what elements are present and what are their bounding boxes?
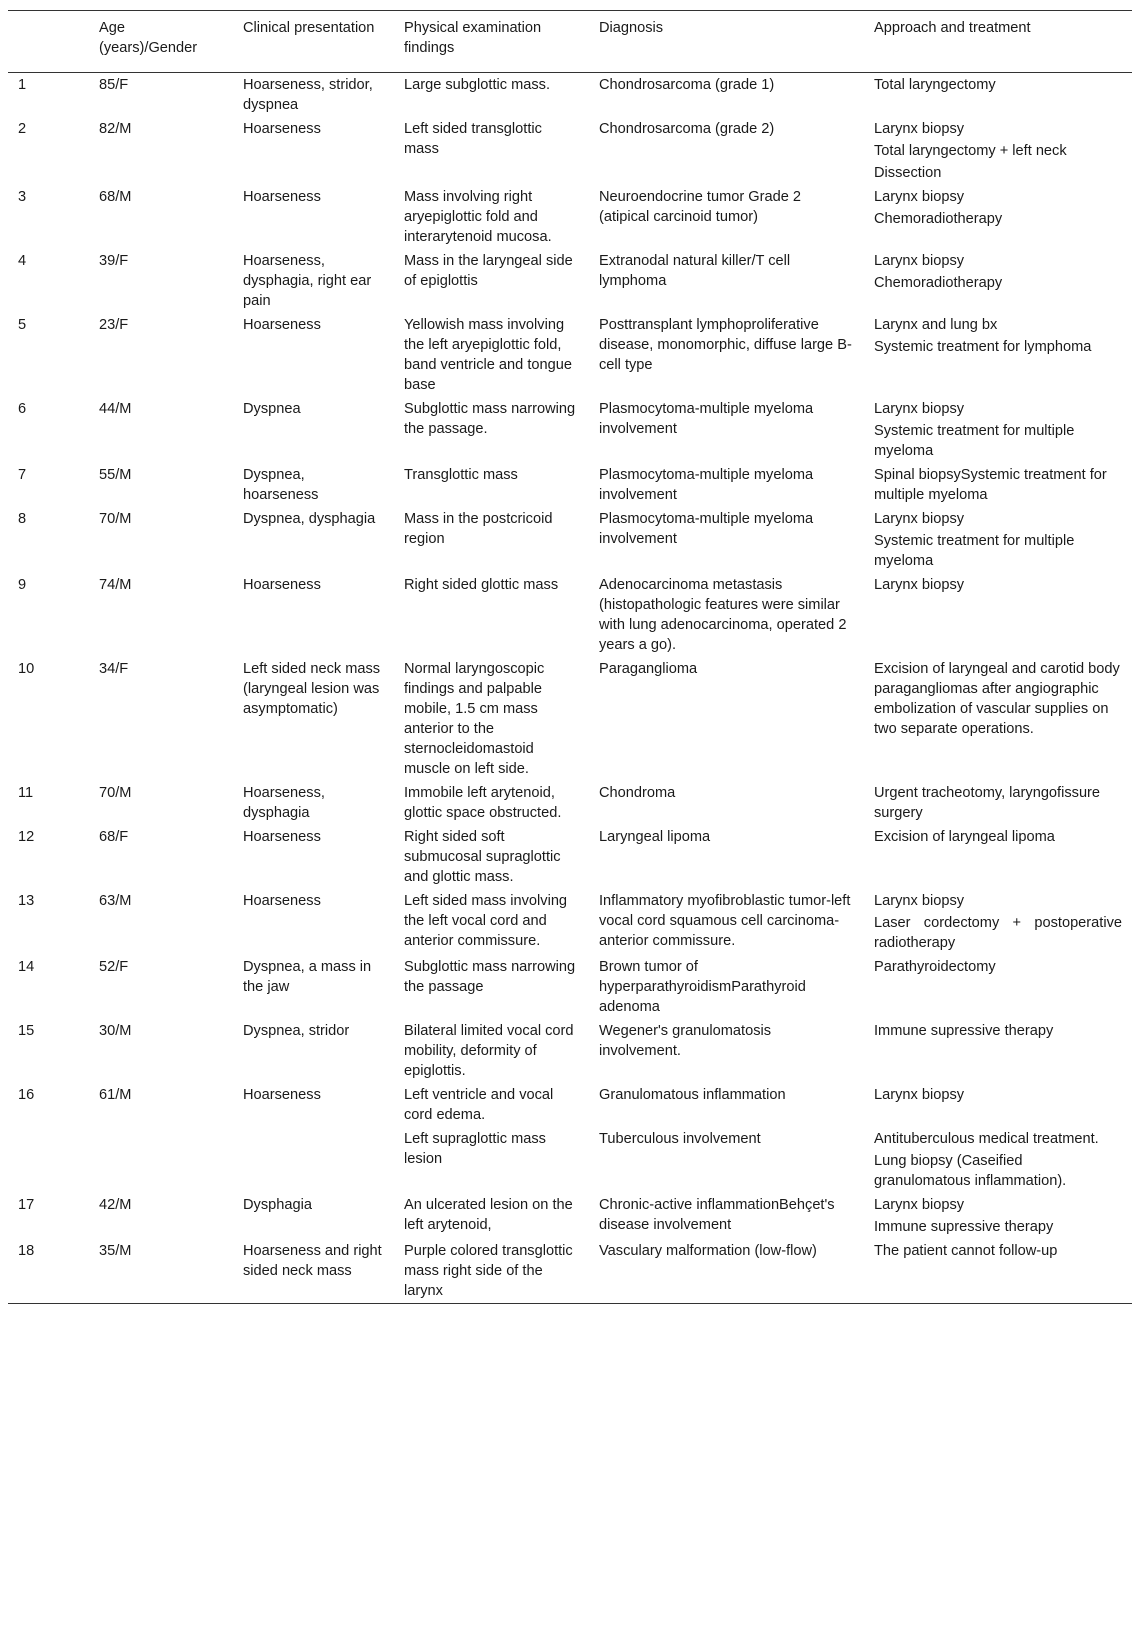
- cell-clinical-presentation: Hoarseness: [243, 829, 321, 845]
- cell-diagnosis: Plasmocytoma-multiple myeloma involvement: [599, 401, 814, 437]
- cell-case-number: 15: [18, 1023, 35, 1039]
- treatment-line: Systemic treatment for multiple myeloma: [874, 533, 1075, 569]
- cell-physical-findings: Left ventricle and vocal cord edema.: [404, 1087, 554, 1123]
- table-header: [8, 11, 1132, 73]
- table-row: [8, 955, 1132, 1019]
- cell-diagnosis: Paraganglioma: [599, 661, 698, 677]
- treatment-line: Immune supressive therapy: [874, 1023, 1054, 1039]
- treatment-line: Total laryngectomy: [874, 77, 996, 93]
- cell-physical-findings: Left supraglottic mass lesion: [404, 1131, 546, 1167]
- table-row: [8, 1127, 1132, 1193]
- cell-physical-findings: Normal laryngoscopic findings and palpable mobile, 1.5 cm mass anterior to the sternocleidomastoid muscle on left side.: [404, 661, 545, 777]
- table-row: [8, 73, 1132, 118]
- cell-physical-findings: Right sided glottic mass: [404, 577, 559, 593]
- header-physical-findings: Physical examination findings: [404, 20, 542, 56]
- table-row: [8, 657, 1132, 781]
- table-row: [8, 1019, 1132, 1083]
- cell-case-number: 2: [18, 121, 27, 137]
- cell-treatment: [864, 825, 1132, 889]
- cell-case-number: 1: [18, 77, 27, 93]
- cell-physical-findings: Subglottic mass narrowing the passage: [404, 959, 576, 995]
- cell-age-gender: 23/F: [99, 317, 129, 333]
- treatment-line: Spinal biopsySystemic treatment for multiple myeloma: [874, 467, 1107, 503]
- cell-case-number: 11: [18, 785, 34, 801]
- cell-case-number: 9: [18, 577, 27, 593]
- cell-diagnosis: Neuroendocrine tumor Grade 2 (atipical carcinoid tumor): [599, 189, 801, 225]
- cell-clinical-presentation: Hoarseness, dysphagia, right ear pain: [243, 253, 372, 309]
- cell-clinical-presentation: Dysphagia: [243, 1197, 312, 1213]
- cell-treatment: [864, 889, 1132, 955]
- cell-physical-findings: Bilateral limited vocal cord mobility, deformity of epiglottis.: [404, 1023, 574, 1079]
- cell-treatment: [864, 313, 1132, 397]
- cell-case-number: 8: [18, 511, 27, 527]
- treatment-line: Larynx biopsy: [874, 1197, 965, 1213]
- cell-physical-findings: Transglottic mass: [404, 467, 518, 483]
- cell-age-gender: 39/F: [99, 253, 129, 269]
- treatment-line: Systemic treatment for lymphoma: [874, 339, 1092, 355]
- treatment-line: Larynx biopsy: [874, 121, 965, 137]
- treatment-line: The patient cannot follow-up: [874, 1243, 1058, 1259]
- table-row: [8, 507, 1132, 573]
- cell-treatment: [864, 1127, 1132, 1193]
- cell-clinical-presentation: Left sided neck mass (laryngeal lesion was asymptomatic): [243, 661, 381, 717]
- cell-physical-findings: Left sided mass involving the left vocal cord and anterior commissure.: [404, 893, 568, 949]
- cell-clinical-presentation: Hoarseness: [243, 1087, 321, 1103]
- cell-diagnosis: Brown tumor of hyperparathyroidismParathyroid adenoma: [599, 959, 806, 1015]
- treatment-line: Systemic treatment for multiple myeloma: [874, 423, 1075, 459]
- table-row: [8, 117, 1132, 185]
- header-row: [8, 11, 1132, 73]
- treatment-line: Parathyroidectomy: [874, 959, 996, 975]
- treatment-line: Larynx biopsy: [874, 189, 965, 205]
- cell-age-gender: 68/F: [99, 829, 129, 845]
- table-row: [8, 889, 1132, 955]
- header-treatment: Approach and treatment: [874, 20, 1031, 36]
- treatment-line: Lung biopsy (Caseified granulomatous inflammation).: [874, 1153, 1067, 1189]
- table-row: [8, 249, 1132, 313]
- cell-case-number: 7: [18, 467, 27, 483]
- cell-clinical-presentation: Hoarseness: [243, 121, 321, 137]
- cell-age-gender: 30/M: [99, 1023, 132, 1039]
- case-table: [8, 10, 1132, 1304]
- cell-age-gender: [89, 1127, 233, 1193]
- cell-diagnosis: Posttransplant lymphoproliferative disease, monomorphic, diffuse large B-cell type: [599, 317, 852, 373]
- cell-diagnosis: Inflammatory myofibroblastic tumor-left vocal cord squamous cell carcinoma-anterior commissure.: [599, 893, 851, 949]
- table-row: [8, 313, 1132, 397]
- table-row: [8, 1083, 1132, 1127]
- treatment-line: Larynx and lung bx: [874, 317, 998, 333]
- treatment-line: Larynx biopsy: [874, 893, 965, 909]
- cell-age-gender: 70/M: [99, 785, 132, 801]
- cell-treatment: [864, 657, 1132, 781]
- table-row: [8, 1193, 1132, 1239]
- treatment-line: Urgent tracheotomy, laryngofissure surgery: [874, 785, 1101, 821]
- cell-case-number: 16: [18, 1087, 35, 1103]
- table-row: [8, 1239, 1132, 1304]
- cell-case-number: 12: [18, 829, 35, 845]
- cell-diagnosis: Chondrosarcoma (grade 1): [599, 77, 775, 93]
- table-body: [8, 73, 1132, 1304]
- cell-clinical-presentation: Dyspnea, stridor: [243, 1023, 350, 1039]
- cell-treatment: [864, 117, 1132, 185]
- cell-clinical-presentation: [233, 1127, 394, 1193]
- cell-treatment: [864, 573, 1132, 657]
- cell-treatment: [864, 781, 1132, 825]
- cell-clinical-presentation: Hoarseness, dysphagia: [243, 785, 325, 821]
- cell-clinical-presentation: Hoarseness, stridor, dyspnea: [243, 77, 373, 113]
- cell-treatment: [864, 397, 1132, 463]
- cell-age-gender: 44/M: [99, 401, 132, 417]
- table-row: [8, 825, 1132, 889]
- cell-case-number: [8, 1127, 89, 1193]
- cell-physical-findings: Right sided soft submucosal supraglottic and glottic mass.: [404, 829, 561, 885]
- cell-physical-findings: Mass involving right aryepiglottic fold and interarytenoid mucosa.: [404, 189, 552, 245]
- cell-diagnosis: Vasculary malformation (low-flow): [599, 1243, 817, 1259]
- cell-physical-findings: Mass in the postcricoid region: [404, 511, 553, 547]
- header-clinical-presentation: Clinical presentation: [243, 20, 375, 36]
- cell-physical-findings: Large subglottic mass.: [404, 77, 551, 93]
- cell-case-number: 6: [18, 401, 27, 417]
- treatment-line: Larynx biopsy: [874, 511, 965, 527]
- cell-case-number: 17: [18, 1197, 35, 1213]
- cell-clinical-presentation: Dyspnea: [243, 401, 301, 417]
- cell-treatment: [864, 955, 1132, 1019]
- table-row: [8, 463, 1132, 507]
- treatment-line: Dissection: [874, 165, 942, 181]
- cell-age-gender: 70/M: [99, 511, 132, 527]
- cell-age-gender: 68/M: [99, 189, 132, 205]
- cell-age-gender: 74/M: [99, 577, 132, 593]
- cell-physical-findings: Left sided transglottic mass: [404, 121, 542, 157]
- cell-diagnosis: Granulomatous inflammation: [599, 1087, 786, 1103]
- cell-physical-findings: Yellowish mass involving the left aryepiglottic fold, band ventricle and tongue base: [404, 317, 572, 393]
- cell-diagnosis: Chondroma: [599, 785, 676, 801]
- treatment-line: Larynx biopsy: [874, 577, 965, 593]
- cell-treatment: [864, 185, 1132, 249]
- cell-treatment: [864, 1239, 1132, 1304]
- cell-diagnosis: Plasmocytoma-multiple myeloma involvement: [599, 467, 814, 503]
- cell-clinical-presentation: Hoarseness and right sided neck mass: [243, 1243, 382, 1279]
- header-diagnosis: Diagnosis: [599, 20, 664, 36]
- cell-age-gender: 55/M: [99, 467, 132, 483]
- cell-clinical-presentation: Hoarseness: [243, 893, 321, 909]
- cell-diagnosis: Adenocarcinoma metastasis (histopathologic features were similar with lung adenocarcinoma, operated 2 years a go).: [599, 577, 847, 653]
- treatment-line: Larynx biopsy: [874, 1087, 965, 1103]
- cell-treatment: [864, 507, 1132, 573]
- table-row: [8, 781, 1132, 825]
- cell-age-gender: 82/M: [99, 121, 132, 137]
- cell-case-number: 10: [18, 661, 35, 677]
- cell-age-gender: 85/F: [99, 77, 129, 93]
- treatment-line: Chemoradiotherapy: [874, 275, 1003, 291]
- cell-treatment: [864, 1019, 1132, 1083]
- cell-age-gender: 42/M: [99, 1197, 132, 1213]
- treatment-line: Excision of laryngeal lipoma: [874, 829, 1055, 845]
- cell-case-number: 13: [18, 893, 35, 909]
- cell-physical-findings: Mass in the laryngeal side of epiglottis: [404, 253, 573, 289]
- header-no: [8, 11, 89, 73]
- treatment-line: Antituberculous medical treatment.: [874, 1131, 1099, 1147]
- cell-treatment: [864, 249, 1132, 313]
- cell-age-gender: 35/M: [99, 1243, 132, 1259]
- table-row: [8, 185, 1132, 249]
- cell-age-gender: 52/F: [99, 959, 129, 975]
- cell-treatment: [864, 1083, 1132, 1127]
- cell-clinical-presentation: Hoarseness: [243, 577, 321, 593]
- treatment-line: Larynx biopsy: [874, 253, 965, 269]
- cell-treatment: [864, 1193, 1132, 1239]
- cell-clinical-presentation: Dyspnea, hoarseness: [243, 467, 319, 503]
- cell-case-number: 18: [18, 1243, 35, 1259]
- cell-age-gender: 61/M: [99, 1087, 132, 1103]
- cell-diagnosis: Laryngeal lipoma: [599, 829, 711, 845]
- cell-age-gender: 63/M: [99, 893, 132, 909]
- header-age-gender: Age (years)/Gender: [99, 20, 198, 56]
- cell-diagnosis: Chondrosarcoma (grade 2): [599, 121, 775, 137]
- cell-age-gender: 34/F: [99, 661, 129, 677]
- cell-treatment: [864, 73, 1132, 118]
- cell-case-number: 4: [18, 253, 27, 269]
- cell-diagnosis: Chronic-active inflammationBehçet's disease involvement: [599, 1197, 835, 1233]
- cell-diagnosis: Wegener's granulomatosis involvement.: [599, 1023, 772, 1059]
- cell-clinical-presentation: Hoarseness: [243, 317, 321, 333]
- cell-case-number: 3: [18, 189, 27, 205]
- treatment-line: Immune supressive therapy: [874, 1219, 1054, 1235]
- table-row: [8, 573, 1132, 657]
- treatment-line: Total laryngectomy + left neck: [874, 143, 1067, 159]
- cell-physical-findings: Purple colored transglottic mass right side of the larynx: [404, 1243, 573, 1299]
- cell-case-number: 14: [18, 959, 35, 975]
- cell-treatment: [864, 463, 1132, 507]
- cell-physical-findings: Immobile left arytenoid, glottic space obstructed.: [404, 785, 562, 821]
- cell-diagnosis: Tuberculous involvement: [599, 1131, 761, 1147]
- cell-diagnosis: Extranodal natural killer/T cell lymphoma: [599, 253, 791, 289]
- table-row: [8, 397, 1132, 463]
- treatment-line: Excision of laryngeal and carotid body paragangliomas after angiographic embolization of vascular supplies on two separate operations.: [874, 661, 1120, 737]
- cell-diagnosis: Plasmocytoma-multiple myeloma involvement: [599, 511, 814, 547]
- cell-clinical-presentation: Hoarseness: [243, 189, 321, 205]
- treatment-line: Larynx biopsy: [874, 401, 965, 417]
- cell-clinical-presentation: Dyspnea, a mass in the jaw: [243, 959, 372, 995]
- treatment-line: Chemoradiotherapy: [874, 211, 1003, 227]
- cell-clinical-presentation: Dyspnea, dysphagia: [243, 511, 376, 527]
- cell-case-number: 5: [18, 317, 27, 333]
- cell-physical-findings: An ulcerated lesion on the left arytenoid,: [404, 1197, 573, 1233]
- treatment-line: Laser cordectomy + postoperative radiotherapy: [874, 915, 1122, 951]
- cell-physical-findings: Subglottic mass narrowing the passage.: [404, 401, 576, 437]
